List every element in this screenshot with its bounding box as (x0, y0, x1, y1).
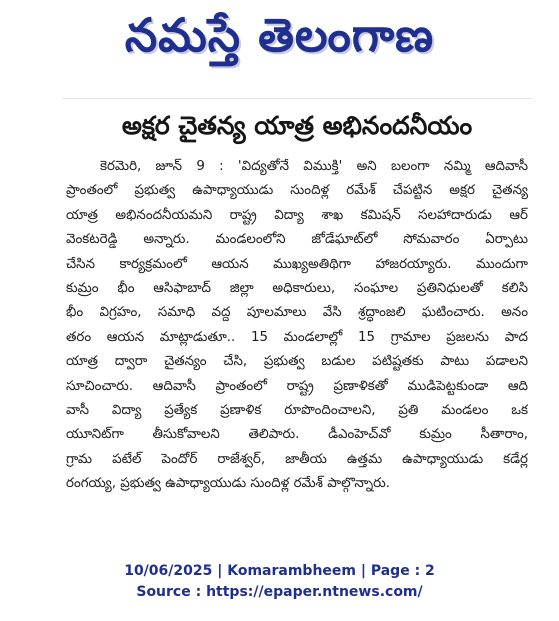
article-line: వెంకటరెడ్డి అన్నారు. మండలంలోని జోడేఘాట్‌లో సోమవారం ఏర్పాటు (66, 232, 528, 248)
source-link[interactable]: Source : https://epaper.ntnews.com/ (136, 584, 423, 600)
article-clipping (62, 98, 532, 554)
article-line: తరం ఆయన మాట్లాడుతూ.. 15 మండలాల్లో 15 గ్రామాల ప్రజలను పాద (66, 329, 528, 345)
article-body (66, 155, 528, 547)
article-line: యూనిట్‌గా తీసుకోవాలని తెలిపారు. డీఎంహెచ్‌వో కుమ్రం సీతారాం, (66, 427, 528, 443)
article-line: భీం విగ్రహం, సమాధి వద్ద పూలమాలు వేసి శ్రద్ధాంజలి ఘటించారు. అనం (66, 305, 528, 321)
article-line: రంగయ్య, ప్రభుత్వ ఉపాధ్యాయుడు సుందిళ్ల రమేశ్ పాల్గొన్నారు. (66, 476, 390, 492)
article-line: యాత్ర అభినందనీయమని రాష్ట్ర విద్యా శాఖ కమిషన్ సలహాదారుడు ఆర్ (66, 207, 528, 223)
article-line: సూచించారు. ఆదివాసీ ప్రాంతంలో రాష్ట్ర ప్రణాళికతో ముడిపెట్టకుండా ఆది (66, 378, 528, 394)
article-line: ప్రాంతంలో ప్రభుత్వ ఉపాధ్యాయుడు సుందిళ్ల రమేశ్ చేపట్టిన అక్షర చైతన్య (66, 183, 528, 199)
article-line: చేసిన కార్యక్రమంలో ఆయన ముఖ్యఅతిథిగా హాజరయ్యారు. ముందుగా (66, 256, 528, 272)
article-line: వాసీ విద్యా ప్రత్యేక ప్రణాళిక రూపొందించాలని, ప్రతి మండలం ఒక (66, 402, 528, 418)
newspaper-logo-title: నమస్తే తెలంగాణ (124, 8, 435, 62)
article-line: కుమ్రం భీం ఆసిఫాబాద్ జిల్లా అధికారులు, సంఘాల ప్రతినిధులతో కలిసి (66, 280, 528, 296)
article-headline: అక్షర చైతన్య యాత్ర అభినందనీయం (121, 111, 473, 140)
article-line: గ్రామ పటేల్ పెందోర్ రాజేశ్వర్, జాతీయ ఉత్తమ ఉపాధ్యాయుడు కడేర్ల (66, 451, 528, 467)
article-line: యాత్ర ద్వారా చైతన్యం చేసి, ప్రభుత్వ బడుల పటిష్టతకు పాటు పడాలని (66, 354, 528, 370)
publication-meta: 10/06/2025 | Komarambheem | Page : 2 (124, 563, 435, 579)
article-line: కెరమెరి, జూన్ 9 : 'విద్యతోనే విముక్తి' అని బలంగా నమ్మి ఆదివాసీ (100, 159, 528, 174)
masthead (0, 0, 559, 82)
